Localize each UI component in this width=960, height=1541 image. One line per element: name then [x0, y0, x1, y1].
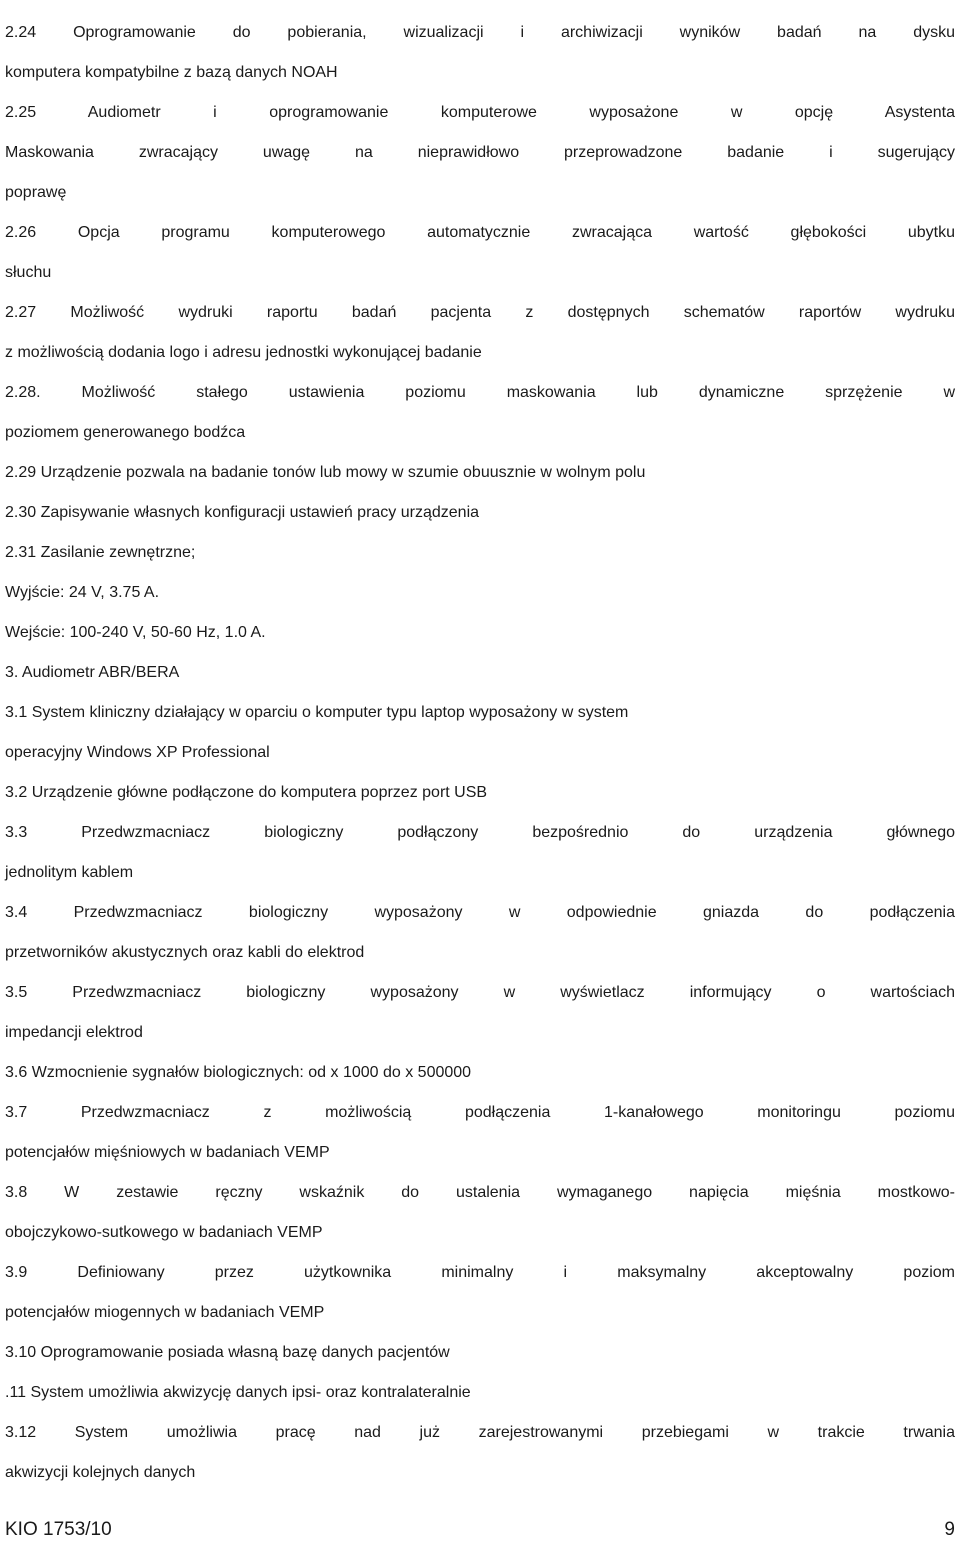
text-line: 2.29 Urządzenie pozwala na badanie tonów lub mowy w szumie obuusznie w wolnym polu	[5, 464, 646, 481]
text-line: słuchu	[5, 264, 52, 281]
text-line: 3.8 W zestawie ręczny wskaźnik do ustalenia wymaganego napięcia mięśnia mostkowo-	[5, 1184, 955, 1201]
text-line: obojczykowo-sutkowego w badaniach VEMP	[5, 1224, 323, 1241]
text-line: 3.3 Przedwzmacniacz biologiczny podłączony bezpośrednio do urządzenia głównego	[5, 824, 955, 841]
footer-document-id: KIO 1753/10	[5, 1519, 112, 1540]
text-line: 3.10 Oprogramowanie posiada własną bazę danych pacjentów	[5, 1344, 450, 1361]
text-line: operacyjny Windows XP Professional	[5, 744, 270, 761]
text-line: 3.12 System umożliwia pracę nad już zarejestrowanymi przebiegami w trakcie trwania	[5, 1424, 955, 1441]
text-line: przetworników akustycznych oraz kabli do elektrod	[5, 944, 365, 961]
text-line: 2.24 Oprogramowanie do pobierania, wizualizacji i archiwizacji wyników badań na dysku	[5, 24, 955, 41]
text-line: potencjałów mięśniowych w badaniach VEMP	[5, 1144, 330, 1161]
text-line: 3.9 Definiowany przez użytkownika minimalny i maksymalny akceptowalny poziom	[5, 1264, 955, 1281]
footer-page-number: 9	[944, 1519, 955, 1540]
text-line: poziomem generowanego bodźca	[5, 424, 246, 441]
text-line: Maskowania zwracający uwagę na nieprawidłowo przeprowadzone badanie i sugerujący	[5, 144, 955, 161]
text-line: potencjałów miogennych w badaniach VEMP	[5, 1304, 325, 1321]
text-line: poprawę	[5, 184, 67, 201]
text-line: .11 System umożliwia akwizycję danych ipsi- oraz kontralateralnie	[5, 1384, 471, 1401]
text-line: 2.30 Zapisywanie własnych konfiguracji ustawień pracy urządzenia	[5, 504, 480, 521]
text-line: 2.26 Opcja programu komputerowego automatycznie zwracająca wartość głębokości ubytku	[5, 224, 955, 241]
text-line: 3.1 System kliniczny działający w oparciu o komputer typu laptop wyposażony w system	[5, 704, 629, 721]
text-line: 3.5 Przedwzmacniacz biologiczny wyposażony w wyświetlacz informujący o wartościach	[5, 984, 955, 1001]
text-line: jednolitym kablem	[5, 864, 134, 881]
text-line: 2.31 Zasilanie zewnętrzne;	[5, 544, 196, 561]
text-line: 3.2 Urządzenie główne podłączone do komputera poprzez port USB	[5, 784, 488, 801]
text-line: 3.6 Wzmocnienie sygnałów biologicznych: od x 1000 do x 500000	[5, 1064, 472, 1081]
text-line: 2.28. Możliwość stałego ustawienia poziomu maskowania lub dynamiczne sprzężenie w	[5, 384, 955, 401]
text-line: Wejście: 100-240 V, 50-60 Hz, 1.0 A.	[5, 624, 266, 641]
text-line: impedancji elektrod	[5, 1024, 143, 1041]
document-body	[5, 13, 955, 1493]
text-line: 2.27 Możliwość wydruki raportu badań pacjenta z dostępnych schematów raportów wydruku	[5, 304, 955, 321]
text-line: 3.7 Przedwzmacniacz z możliwością podłączenia 1-kanałowego monitoringu poziomu	[5, 1104, 955, 1121]
text-line: 3. Audiometr ABR/BERA	[5, 664, 180, 681]
text-line: Wyjście: 24 V, 3.75 A.	[5, 584, 160, 601]
text-line: komputera kompatybilne z bazą danych NOAH	[5, 64, 338, 81]
text-line: 2.25 Audiometr i oprogramowanie komputerowe wyposażone w opcję Asystenta	[5, 104, 955, 121]
text-line: z możliwością dodania logo i adresu jednostki wykonującej badanie	[5, 344, 482, 361]
text-line: 3.4 Przedwzmacniacz biologiczny wyposażony w odpowiednie gniazda do podłączenia	[5, 904, 955, 921]
text-line: akwizycji kolejnych danych	[5, 1464, 196, 1481]
